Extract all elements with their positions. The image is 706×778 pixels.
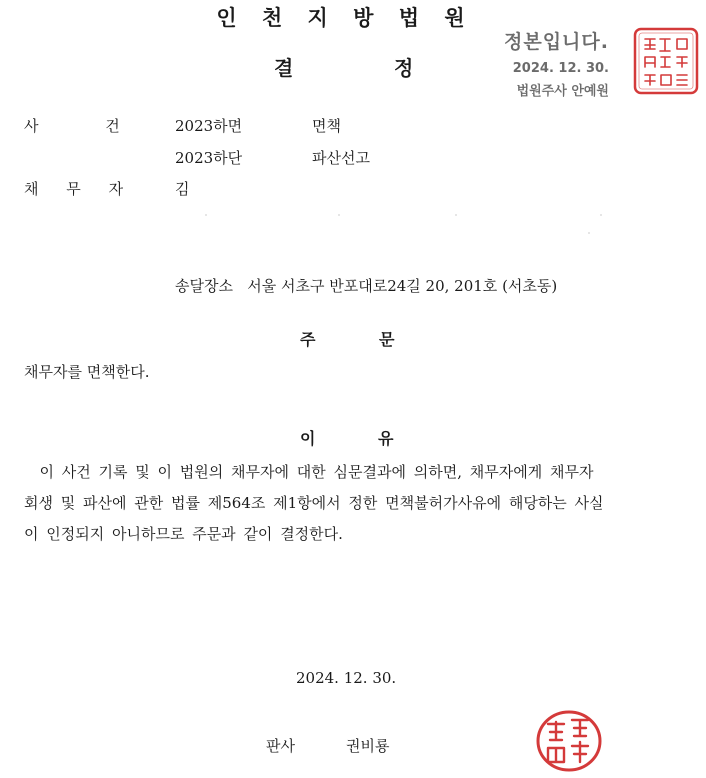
service-address: 송달장소 서울 서초구 반포대로24길 20, 201호 (서초동) [175,277,558,295]
judge-seal-icon [534,708,604,774]
court-name: 인 천 지 방 법 원 [216,6,474,30]
reason-heading-left: 이 [300,429,316,448]
case-name: 파산선고 [312,149,370,167]
case-number: 2023하단 [175,149,243,167]
judge-name: 권비룡 [346,737,390,755]
document-type-right: 정 [394,56,414,80]
document-type-left: 결 [274,56,294,80]
case-number: 2023하면 [175,117,243,135]
clerk-seal-icon [633,27,699,95]
order-heading-right: 문 [379,330,395,349]
reason-line: 이 인정되지 아니하므로 주문과 같이 결정한다. [24,525,343,543]
reason-line: 이 사건 기록 및 이 법원의 채무자에 대한 심문결과에 의하면, 채무자에게 채무자 [24,463,594,481]
case-label [24,115,120,136]
debtor-label [24,178,123,199]
reason-line: 회생 및 파산에 관한 법률 제564조 제1항에서 정한 면책불허가사유에 해당하는 사실 [24,494,604,512]
case-name: 면책 [312,117,341,135]
case-label-char: 사 [24,117,39,135]
case-label-char: 건 [105,117,120,135]
debtor-label-char: 자 [108,180,124,198]
debtor-name: 김 [175,180,190,198]
debtor-label-char: 무 [66,180,81,198]
certification-clerk: 법원주사 안예원 [516,84,609,99]
order-text: 채무자를 면책한다. [24,363,150,381]
certified-copy-stamp: 정본입니다. [504,31,609,53]
debtor-label-char: 채 [24,180,39,198]
judge-title: 판사 [266,737,295,755]
redaction-marks [200,208,620,238]
decision-date: 2024. 12. 30. [296,669,397,687]
order-heading-left: 주 [300,330,316,349]
certification-date: 2024. 12. 30. [512,61,609,76]
reason-heading-right: 유 [378,429,394,448]
